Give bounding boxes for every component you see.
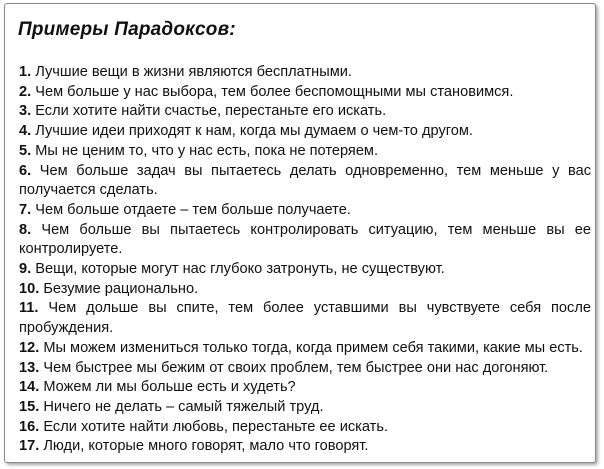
item-number: 15. [19,398,40,415]
item-number: 13. [19,359,40,376]
item-number: 6. [19,162,32,179]
list-item [19,63,591,83]
list-item [19,221,591,260]
item-number: 2. [19,83,32,100]
list-item [19,359,591,379]
list-item [19,102,591,122]
page-title: Примеры Парадоксов: [18,19,236,40]
item-text: Чем больше отдаете – тем больше получаете. [35,201,351,218]
item-text: Чем быстрее мы бежим от своих проблем, тем быстрее они нас догоняют. [43,359,549,376]
list-item [19,418,591,438]
list-item [19,398,591,418]
item-text: Чем больше задач вы пытаетесь делать одновременно, тем меньше у вас получается сделать. [19,162,591,199]
item-text: Люди, которые много говорят, мало что говорят. [43,438,369,455]
item-number: 9. [19,261,32,278]
list-item [19,83,591,103]
item-text: Вещи, которые могут нас глубоко затронуть, не существуют. [35,261,445,278]
item-text: Чем дольше вы спите, тем более уставшими вы чувствуете себя после пробуждения. [19,300,591,337]
item-text: Безумие рационально. [43,280,199,297]
item-text: Чем больше вы пытаетесь контролировать ситуацию, тем меньше вы ее контролируете. [19,221,591,258]
paradox-card [4,3,596,463]
item-number: 7. [19,201,32,218]
list-item [19,122,591,142]
list-item [19,142,591,162]
list-item [19,339,591,359]
item-text: Можем ли мы больше есть и худеть? [43,379,296,396]
list-item [19,162,591,201]
list-item [19,201,591,221]
item-text: Лучшие идеи приходят к нам, когда мы думаем о чем-то другом. [35,123,473,140]
item-number: 11. [19,300,39,317]
item-text: Мы можем измениться только тогда, когда примем себя такими, какие мы есть. [43,339,583,356]
item-text: Ничего не делать – самый тяжелый труд. [43,398,324,415]
item-number: 1. [19,64,32,80]
item-number: 17. [19,438,40,455]
list-item [19,378,591,398]
item-number: 16. [19,418,40,435]
item-number: 14. [19,379,40,396]
item-text: Лучшие вещи в жизни являются бесплатными. [35,64,352,80]
item-number: 3. [19,103,32,120]
item-number: 4. [19,123,32,140]
item-number: 10. [19,280,40,297]
paradox-list [19,63,591,457]
item-text: Чем больше у нас выбора, тем более беспомощными мы становимся. [35,83,514,100]
item-text: Если хотите найти любовь, перестаньте ее искать. [43,418,389,435]
list-item [19,437,591,457]
item-number: 8. [19,221,32,238]
item-text: Мы не ценим то, что у нас есть, пока не потеряем. [35,142,379,159]
item-number: 5. [19,142,32,159]
item-number: 12. [19,339,40,356]
item-text: Если хотите найти счастье, перестаньте его искать. [35,103,387,120]
list-item [19,299,591,338]
list-item [19,260,591,280]
list-item [19,280,591,300]
